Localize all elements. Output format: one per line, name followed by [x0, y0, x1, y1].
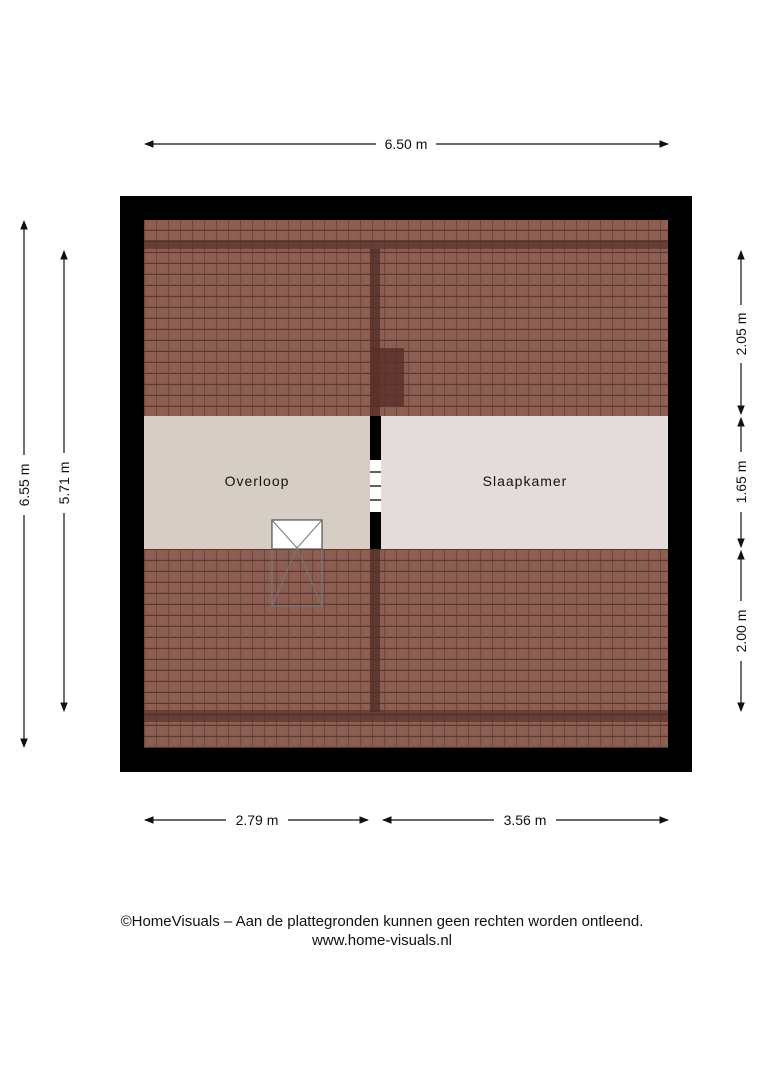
dimension-top-total	[145, 136, 668, 152]
footer	[0, 912, 764, 950]
dimension-bottom-right	[383, 812, 668, 828]
dimension-bottom-left	[145, 812, 368, 828]
dimension-right-top	[733, 251, 749, 414]
dimension-right-middle-label: 1.65 m	[733, 460, 749, 504]
roof-top	[144, 220, 668, 416]
roof-hip-bottom	[370, 549, 380, 712]
footer-disclaimer: ©HomeVisuals – Aan de plattegronden kunnen geen rechten worden ontleend.	[120, 913, 644, 930]
dimension-bottom-right-label: 3.56 m	[503, 812, 547, 828]
roof-ridge-top	[144, 240, 668, 249]
dimension-left-outer-label: 6.55 m	[16, 463, 32, 507]
footer-website[interactable]: www.home-visuals.nl	[311, 932, 453, 949]
dimension-right-bottom-label: 2.00 m	[733, 609, 749, 653]
dimension-left-inner	[56, 251, 72, 711]
room-label-landing: Overloop	[224, 473, 290, 489]
dimension-right-bottom	[733, 551, 749, 711]
room-label-bedroom: Slaapkamer	[482, 473, 568, 489]
dimension-top-total-label: 6.50 m	[384, 136, 428, 152]
dimension-left-outer	[16, 221, 32, 747]
chimney	[371, 348, 404, 406]
dimension-left-inner-label: 5.71 m	[56, 461, 72, 505]
dimension-bottom-left-label: 2.79 m	[235, 812, 279, 828]
dimension-right-middle	[733, 418, 749, 547]
dimension-right-top-label: 2.05 m	[733, 312, 749, 356]
roof-ridge-bottom	[144, 710, 668, 722]
